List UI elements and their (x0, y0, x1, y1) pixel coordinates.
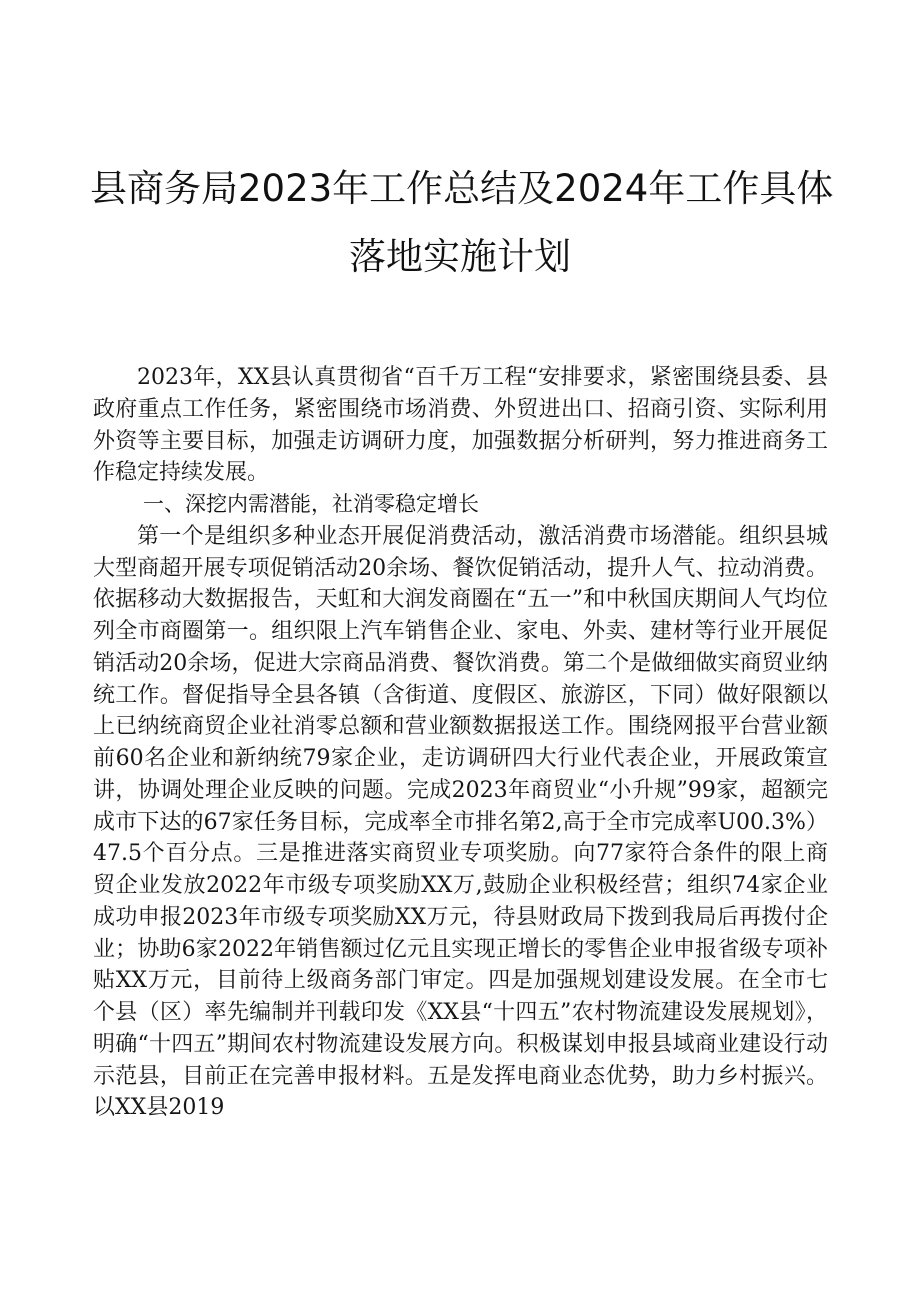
section-paragraph: 第一个是组织多种业态开展促消费活动，激活消费市场潜能。组织县城大型商超开展专项促销活动20余场、餐饮促销活动，提升人气、拉动消费。依据移动大数据报告，天虹和大润发商圈在“五一”和中秋国庆期间人气均位列全市商圈第一。组织限上汽车销售企业、家电、外卖、建材等行业开展促销活动20余场，促进大宗商品消费、餐饮消费。第二个是做细做实商贸业纳统工作。督促指导全县各镇（含街道、度假区、旅游区，下同）做好限额以上已纳统商贸企业社消零总额和营业额数据报送工作。围绕网报平台营业额前60名企业和新纳统79家企业，走访调研四大行业代表企业，开展政策宣讲，协调处理企业反映的问题。完成2023年商贸业“小升规”99家，超额完成市下达的67家任务目标，完成率全市排名第2,高于全市完成率U00.3%）47.5个百分点。三是推进落实商贸业专项奖励。向77家符合条件的限上商贸企业发放2022年市级专项奖励XX万,鼓励企业积极经营；组织74家企业成功申报2023年市级专项奖励XX万元，待县财政局下拨到我局后再拨付企业；协助6家2022年销售额过亿元且实现正增长的零售企业申报省级专项补贴XX万元，目前待上级商务部门审定。四是加强规划建设发展。在全市七个县（区）率先编制并刊载印发《XX县“十四五”农村物流建设发展规划》，明确“十四五”期间农村物流建设发展方向。积极谋划申报县域商业建设行动示范县，目前正在完善申报材料。五是发挥电商业态优势，助力乡村振兴。以XX县2019 (93, 523, 828, 1121)
document-body (93, 362, 828, 1124)
document-title-line-1: 县商务局2023年工作总结及2024年工作具体 (90, 167, 834, 210)
document-title-line-2: 落地实施计划 (349, 235, 571, 278)
intro-paragraph: 2023年，XX县认真贯彻省“百千万工程“安排要求，紧密围绕县委、县政府重点工作任务，紧密围绕市场消费、外贸进出口、招商引资、实际利用外资等主要目标，加强走访调研力度，加强数据分析研判，努力推进商务工作稳定持续发展。 (93, 365, 828, 486)
section-heading: 一、深挖内需潜能，社消零稳定增长 (143, 492, 479, 516)
